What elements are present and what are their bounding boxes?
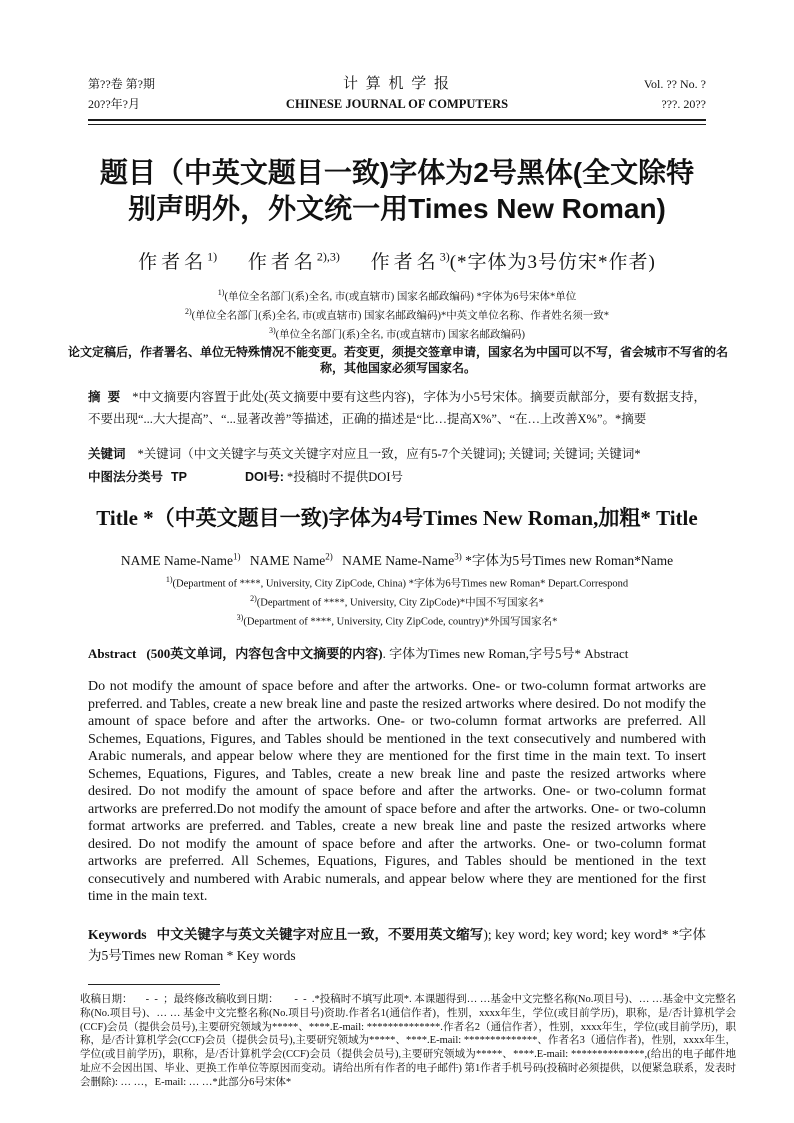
- author-change-note: 论文定稿后，作者署名、单位无特殊情况不能变更。若变更，须提交签章申请，国家名为中国可以不写，省会城市不写省的名称，其他国家必须写国家名。: [67, 345, 728, 375]
- clc-value: TP: [171, 470, 187, 484]
- author-name: NAME Name-Name: [120, 553, 233, 569]
- author-cn: [247, 249, 340, 273]
- keywords-en-bold: 中文关键字与英文关键字对应且一致，不要用英文缩写: [156, 926, 484, 942]
- author-sup: 3): [439, 249, 450, 264]
- author-cn: [370, 249, 656, 273]
- author-name: 作者名: [370, 252, 440, 273]
- author-name: 作者名: [247, 252, 317, 273]
- author-en: [121, 553, 241, 568]
- abstract-cn: [88, 386, 706, 430]
- author-name: 作者名: [138, 252, 208, 273]
- author-note-inline: *字体为5号Times new Roman*Name: [461, 553, 674, 569]
- volume-issue-en: Vol. ?? No. ?: [643, 77, 706, 91]
- keywords-en-label: Keywords: [88, 926, 147, 942]
- abstract-cn-text: *中文摘要内容置于此处(英文摘要中要有这些内容)，字体为小5号宋体。摘要贡献部分，要有数据支持，不要出现“...大大提高”、“...显著改善”等描述，正确的描述是“比…提高X%”、“在…上改善X%”。*摘要: [88, 390, 706, 426]
- abstract-en-heading: [88, 644, 706, 664]
- clc-label: 中图法分类号: [88, 470, 164, 484]
- clc-doi-line: [88, 467, 706, 488]
- author-name: NAME Name-Name: [342, 553, 455, 569]
- affil-sup: 2): [184, 307, 192, 316]
- keywords-cn: [88, 444, 706, 465]
- abstract-en-intro-bold: (500英文单词，内容包含中文摘要的内容): [146, 646, 383, 662]
- footnote-text: 收稿日期： - - ；最终修改稿收到日期： - - .*投稿时不填写此项*. 本课题得到… …基金中文完整名称(No.项目号)、… …基金中文完整名称(No.项目号)、… … 基金中文完整名称(No.项目号)资助.作者名1(通信作者)，性别，xxxx年生，学位(或目前学历)，职称，是/否计算机学会(CCF)会员（提供会员号),主要研究领域为*****、****.E-mail: **************.作者名2（通信作者），性别，xxxx年生，学位(或目前学历)，职称，是/否计算机学会(CCF)会员（提供会员号),主要研究领域为*****、****.E-mail: **************、作者名3（通信作者)，性别，xxxx年生，学位(或目前学历)，职称，是/否计算机学会(CCF)会员（提供会员号),主要研究领域为*****、****.E-mail: **************,(给出的电子邮件地址应不会因出国、毕业、更换工作单位等原因而变动。请给出所有作者的电子邮件) 第1作者手机号码(投稿时必须提供，以便紧急联系，发表时会删除): … …，E-mail: … …*此部分6号宋体*: [80, 993, 736, 1088]
- affil-sup: 3): [236, 613, 244, 623]
- title-en: Title *（中英文题目一致)字体为4号Times New Roman,加粗* Title: [96, 506, 698, 530]
- affiliations-en: [88, 573, 706, 630]
- keywords-en-tail1: ); key word; key word; key word*: [483, 926, 669, 942]
- footnote-rule: [88, 984, 220, 985]
- authors-en: [88, 549, 706, 569]
- affil-sup: 1): [217, 288, 225, 297]
- journal-name-en: CHINESE JOURNAL OF COMPUTERS: [285, 97, 509, 111]
- keywords-cn-text: *关键词（中文关键字与英文关键字对应且一致，应有5-7个关键词); 关键词; 关键词; 关键词*: [137, 447, 641, 461]
- affiliation-cn: [88, 286, 706, 305]
- doi-text: *投稿时不提供DOI号: [287, 470, 403, 484]
- header-double-rule: [88, 119, 706, 125]
- date-cn: 20??年?月: [88, 97, 140, 111]
- author-sup: 3): [454, 551, 462, 562]
- affil-text: (单位全名部门(系)全名, 市(或直辖市) 国家名邮政编码) *字体为6号宋体*单位: [224, 291, 577, 303]
- affil-text: (Department of ****, University, City ZipCode)*中国不写国家名*: [256, 597, 544, 609]
- journal-header: [88, 74, 706, 114]
- author-note-inline: (*字体为3号仿宋*作者): [449, 252, 656, 273]
- affiliation-en: [88, 573, 706, 592]
- affil-sup: 1): [165, 575, 173, 585]
- affil-sup: 2): [250, 594, 257, 604]
- keywords-cn-label: 关键词: [88, 447, 126, 461]
- header-center: [286, 74, 508, 114]
- affiliations-cn: [88, 286, 706, 343]
- abstract-en-body: Do not modify the amount of space before and after the artworks. One- or two-column format artworks are preferred. and Tables, create a new break line and paste the resized artworks where desired. Do not modify the amount of space before and after the artworks. One- or two-column format artworks are preferred. All Schemes, Equations, Figures, and Tables should be mentioned in the text consecutively and numbered with Arabic numerals, and appear below where they are mentioned for the first time in the main text. To insert Schemes, Equations, Figures, and Tables, create a new break line and paste the resized artworks where desired. Do not modify the amount of space before and after the artworks. One- or two-column format artworks are preferred.Do not modify the amount of space before and after the artworks. One- or two-column format artworks are preferred. and Tables, create a new break line and paste the resized artworks where desired. Do not modify the amount of space before and after the artworks. One- or two-column format artworks are preferred. All Schemes, Equations, Figures, and Tables should be mentioned in the text consecutively and numbered with Arabic numerals, and appear below where they are mentioned for the first time in the main text.: [88, 679, 707, 905]
- affiliation-cn: [88, 324, 706, 343]
- affiliation-en: [88, 611, 706, 630]
- author-sup: 2),3): [316, 249, 340, 264]
- authors-cn: [88, 247, 706, 274]
- affiliation-cn: [88, 305, 706, 324]
- author-en: [250, 553, 333, 568]
- author-en: [342, 553, 673, 568]
- author-sup: 1): [233, 551, 241, 562]
- affiliation-en: [88, 592, 706, 611]
- abstract-cn-label: 摘 要: [88, 390, 121, 404]
- journal-name-cn: 计 算 机 学 报: [342, 76, 451, 92]
- header-left: [88, 74, 286, 114]
- keywords-en-tail2: *字体为5号Times new Roman * Key words: [88, 926, 707, 963]
- author-sup: 2): [325, 551, 333, 562]
- author-name: NAME Name: [249, 553, 326, 569]
- affil-text: (单位全名部门(系)全名, 市(或直辖市) 国家名邮政编码): [275, 329, 526, 341]
- abstract-en-label: Abstract: [88, 646, 137, 662]
- author-cn: [138, 249, 218, 273]
- author-sup: 1): [207, 249, 218, 264]
- title-cn: 题目（中英文题目一致)字体为2号黑体(全文除特别声明外，外文统一用Times New Roman): [99, 157, 695, 224]
- header-right: [508, 74, 706, 114]
- volume-issue-cn: 第??卷 第?期: [88, 77, 155, 91]
- affil-sup: 3): [268, 326, 276, 335]
- abstract-en-intro-tail: . 字体为Times new Roman,字号5号* Abstract: [382, 646, 629, 662]
- doi-label: DOI号:: [245, 470, 284, 484]
- date-en: ???. 20??: [661, 97, 706, 111]
- affil-text: (单位全名部门(系)全名, 市(或直辖市) 国家名邮政编码)*中英文单位名称、作者姓名须一致*: [191, 310, 610, 322]
- keywords-en: [88, 924, 706, 966]
- affil-text: (Department of ****, University, City ZipCode, country)*外国写国家名*: [243, 616, 558, 628]
- affil-text: (Department of ****, University, City ZipCode, China) *字体为6号Times new Roman* Depart.Correspond: [172, 578, 629, 590]
